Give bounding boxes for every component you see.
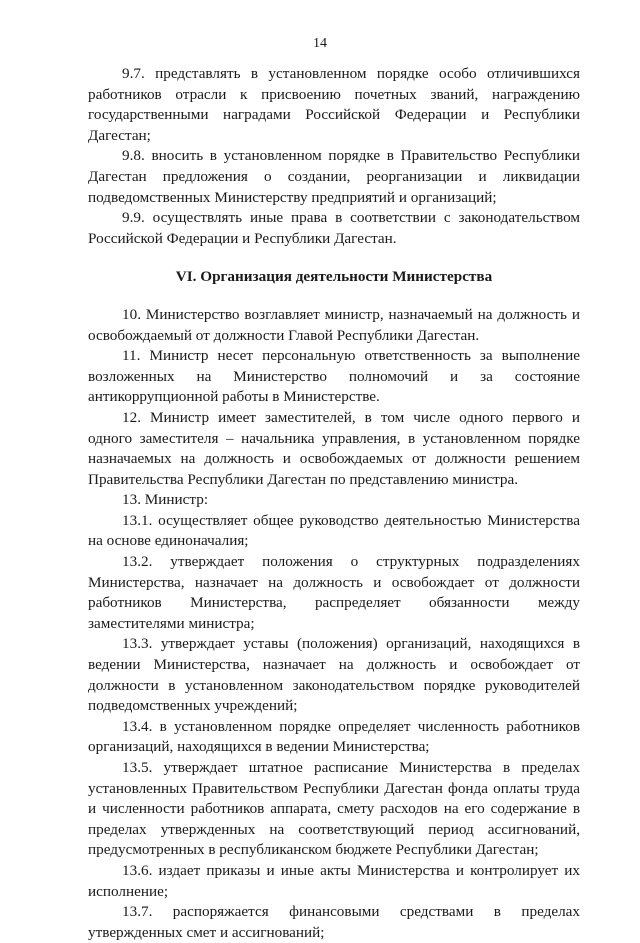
paragraph-13-6: 13.6. издает приказы и иные акты Министерства и контролирует их исполнение; (88, 861, 580, 900)
paragraph-13-2: 13.2. утверждает положения о структурных подразделениях Министерства, назначает на должность и освобождает от должности работников Министерства, распределяет обязанности между заместителями министра; (88, 553, 580, 632)
paragraph-13-4: 13.4. в установленном порядке определяет численность работников организаций, находящихся в ведении Министерства; (88, 717, 580, 756)
paragraph-9-9: 9.9. осуществлять иные права в соответствии с законодательством Российской Федерации и Республики Дагестан. (88, 209, 580, 247)
paragraph-13-3: 13.3. утверждает уставы (положения) организаций, находящихся в ведении Министерства, назначает на должность и освобождает от должности в установленном законодательством порядке руководителей подведомственных учреждений; (88, 635, 580, 715)
paragraph-13-1: 13.1. осуществляет общее руководство деятельностью Министерства на основе единоначалия; (88, 511, 580, 550)
page-number: 14 (313, 36, 327, 51)
section-heading: VI. Организация деятельности Министерства (175, 268, 493, 286)
paragraph-13: 13. Министр: (122, 491, 209, 509)
paragraph-9-7: 9.7. представлять в установленном порядке особо отличившихся работников отрасли к присвоению почетных званий, награждению государственными наградами Российской Федерации и Республики Дагестан; (88, 65, 580, 144)
paragraph-11: 11. Министр несет персональную ответственность за выполнение возложенных на Министерство полномочий и за состояние антикоррупционной работы в Министерстве. (88, 347, 580, 406)
paragraph-13-7: 13.7. распоряжается финансовыми средствами в пределах утвержденных смет и ассигнований; (88, 903, 580, 941)
paragraph-12: 12. Министр имеет заместителей, в том числе одного первого и одного заместителя – начальника управления, в установленном порядке назначаемых на должность и освобождаемых от должности решением Правительства Республики Дагестан по представлению министра. (88, 408, 580, 488)
paragraph-9-8: 9.8. вносить в установленном порядке в Правительство Республики Дагестан предложения о создании, реорганизации и ликвидации подведомственных Министерству предприятий и организаций; (88, 147, 580, 206)
paragraph-13-5: 13.5. утверждает штатное расписание Министерства в пределах установленных Правительством Республики Дагестан фонда оплаты труда и численности работников аппарата, смету расходов на его содержание в пределах утвержденных на соответствующий период ассигнований, предусмотренных в республиканском бюджете Республики Дагестан; (88, 759, 580, 859)
paragraph-10: 10. Министерство возглавляет министр, назначаемый на должность и освобождаемый от должности Главой Республики Дагестан. (88, 305, 580, 344)
document-body (88, 64, 580, 943)
